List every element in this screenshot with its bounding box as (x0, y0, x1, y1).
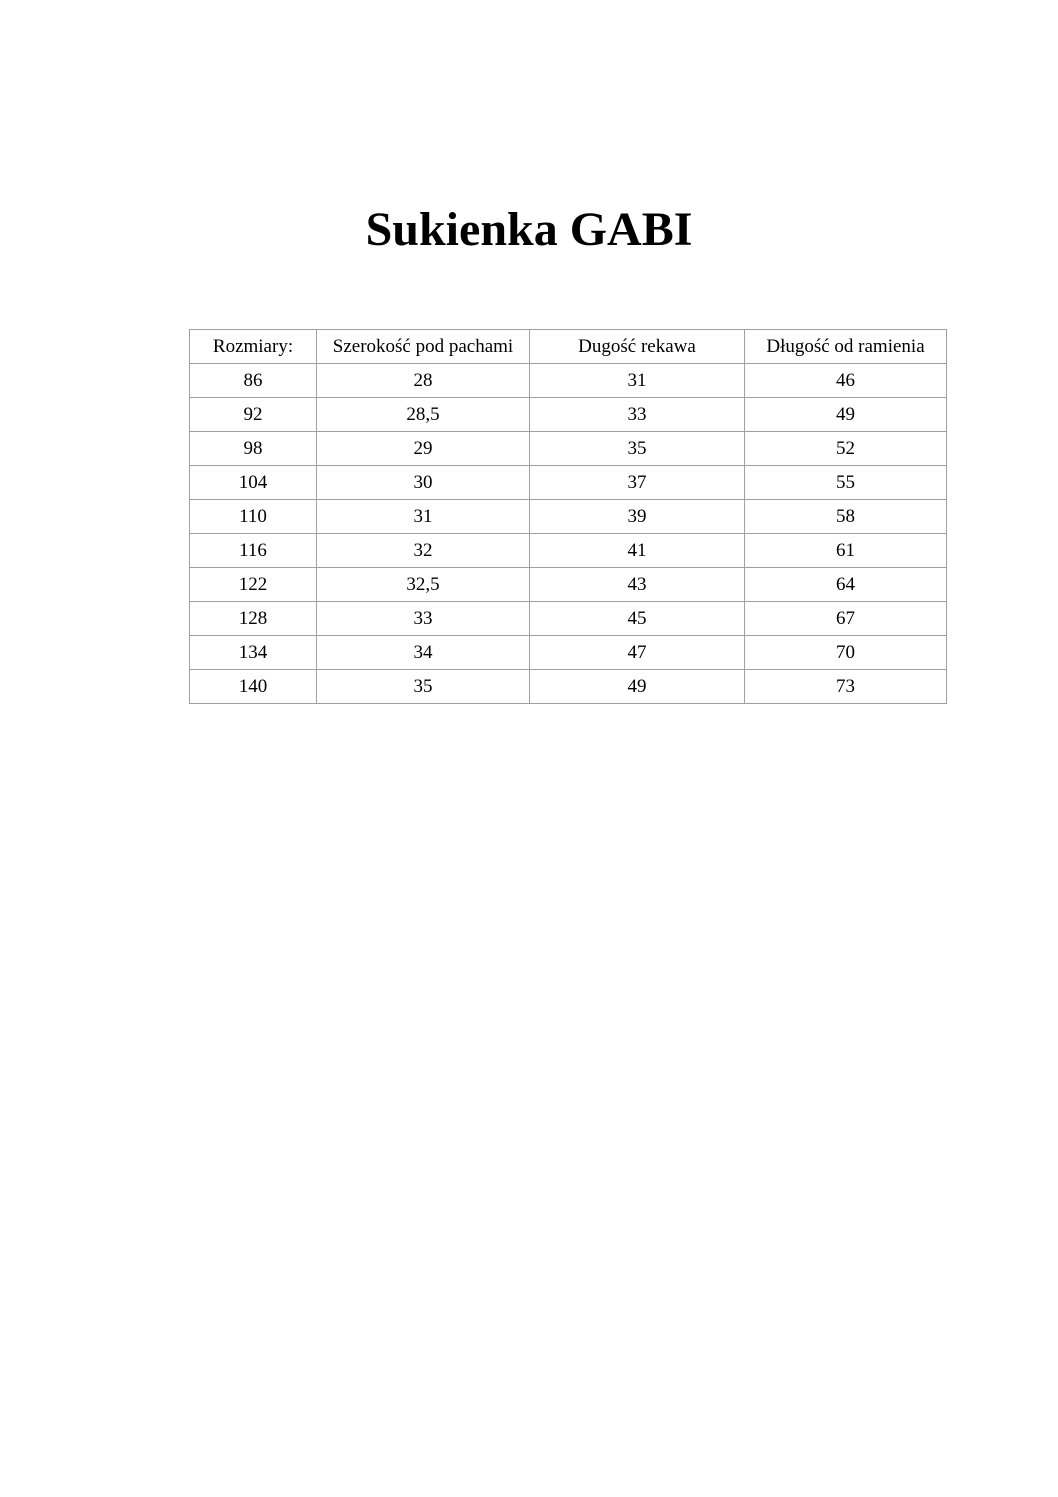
cell-shoulder-length: 46 (745, 364, 947, 398)
cell-size: 92 (190, 398, 317, 432)
cell-size: 98 (190, 432, 317, 466)
cell-shoulder-length: 64 (745, 568, 947, 602)
cell-shoulder-length: 58 (745, 500, 947, 534)
cell-underarm-width: 30 (317, 466, 530, 500)
table-row (190, 364, 947, 398)
cell-sleeve-length: 33 (530, 398, 745, 432)
cell-size: 104 (190, 466, 317, 500)
cell-underarm-width: 29 (317, 432, 530, 466)
cell-underarm-width: 28 (317, 364, 530, 398)
cell-shoulder-length: 70 (745, 636, 947, 670)
cell-sleeve-length: 47 (530, 636, 745, 670)
header-shoulder-length: Długość od ramienia (745, 330, 947, 364)
cell-shoulder-length: 67 (745, 602, 947, 636)
cell-size: 110 (190, 500, 317, 534)
cell-underarm-width: 34 (317, 636, 530, 670)
table-row (190, 534, 947, 568)
table-row (190, 466, 947, 500)
cell-shoulder-length: 61 (745, 534, 947, 568)
cell-shoulder-length: 55 (745, 466, 947, 500)
size-table (189, 329, 947, 704)
cell-sleeve-length: 39 (530, 500, 745, 534)
cell-underarm-width: 32 (317, 534, 530, 568)
page-title: Sukienka GABI (365, 203, 693, 256)
header-underarm-width: Szerokość pod pachami (317, 330, 530, 364)
table-row (190, 568, 947, 602)
table-body (190, 364, 947, 704)
cell-sleeve-length: 37 (530, 466, 745, 500)
cell-size: 122 (190, 568, 317, 602)
cell-shoulder-length: 49 (745, 398, 947, 432)
cell-underarm-width: 31 (317, 500, 530, 534)
cell-shoulder-length: 52 (745, 432, 947, 466)
cell-sleeve-length: 49 (530, 670, 745, 704)
cell-underarm-width: 28,5 (317, 398, 530, 432)
cell-underarm-width: 32,5 (317, 568, 530, 602)
cell-size: 86 (190, 364, 317, 398)
cell-sleeve-length: 43 (530, 568, 745, 602)
cell-size: 128 (190, 602, 317, 636)
table-row (190, 432, 947, 466)
cell-shoulder-length: 73 (745, 670, 947, 704)
cell-size: 116 (190, 534, 317, 568)
cell-sleeve-length: 35 (530, 432, 745, 466)
table-row (190, 500, 947, 534)
cell-size: 140 (190, 670, 317, 704)
cell-underarm-width: 33 (317, 602, 530, 636)
table-row (190, 398, 947, 432)
table-row (190, 602, 947, 636)
cell-sleeve-length: 31 (530, 364, 745, 398)
cell-sleeve-length: 45 (530, 602, 745, 636)
cell-size: 134 (190, 636, 317, 670)
table-row (190, 636, 947, 670)
cell-underarm-width: 35 (317, 670, 530, 704)
header-sizes: Rozmiary: (190, 330, 317, 364)
table-header-row (190, 330, 947, 364)
cell-sleeve-length: 41 (530, 534, 745, 568)
table-row (190, 670, 947, 704)
header-sleeve-length: Dugość rekawa (530, 330, 745, 364)
